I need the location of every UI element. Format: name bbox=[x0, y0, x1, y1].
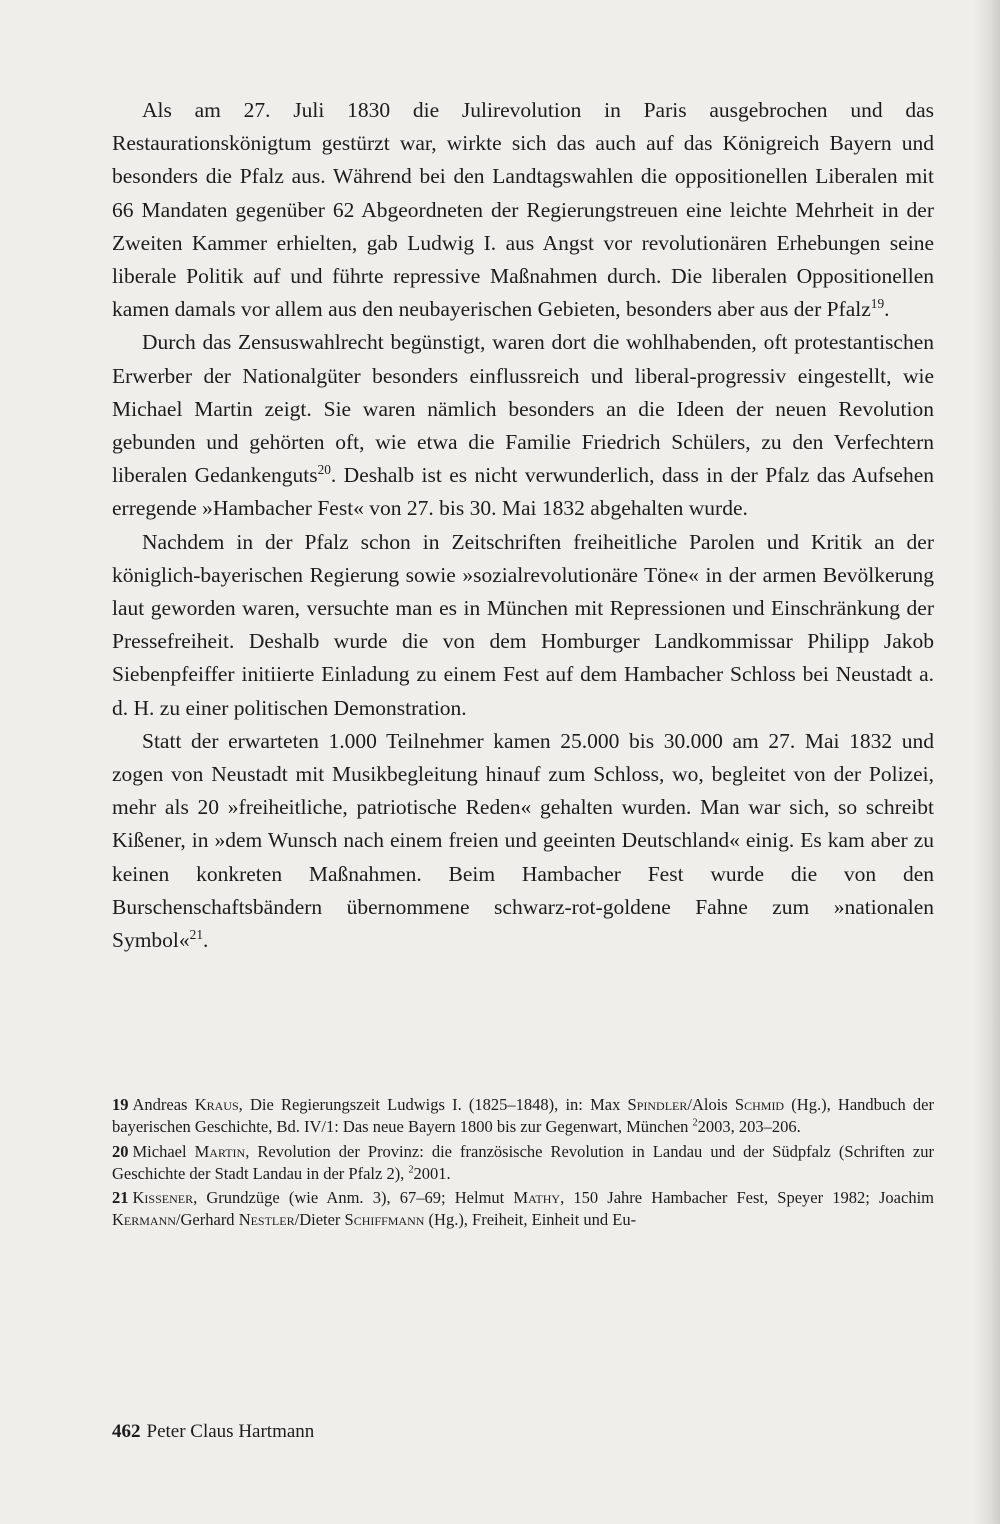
footnote-20: 20 Michael Martin, Revolution der Provinz: die französische Revolution in Landau und der Südpfalz (Schriften zur Geschichte der Stadt Landau in der Pfalz 2), $^2$2001. bbox=[112, 1141, 934, 1183]
running-author: Peter Claus Hartmann bbox=[146, 1421, 315, 1442]
footnotes bbox=[112, 1094, 934, 1234]
page-footer bbox=[112, 1421, 314, 1443]
paragraph-4: Statt der erwarteten 1.000 Teilnehmer kamen 25.000 bis 30.000 am 27. Mai 1832 und zogen von Neustadt mit Musikbegleitung hinauf zum Schloss, wo, begleitet von der Polizei, mehr als 20 »freiheitliche, patriotische Reden« gehalten wurden. Man war sich, so schreibt Kißener, in »dem Wunsch nach einem freien und geeinten Deutschland« einig. Es kam aber zu keinen konkreten Maßnahmen. Beim Hambacher Fest wurde die von den Burschenschaftsbändern übernommene schwarz-rot-goldene Fahne zum »nationalen Symbol«$^{21}$. bbox=[112, 728, 934, 953]
main-text bbox=[112, 94, 934, 957]
paragraph-1: Als am 27. Juli 1830 die Julirevolution in Paris ausgebrochen und das Restaurationskönigtum gestürzt war, wirkte sich das auch auf das Königreich Bayern und besonders die Pfalz aus. Während bei den Landtagswahlen die oppositionellen Liberalen mit 66 Mandaten gegenüber 62 Abgeordneten der Regierungstreuen eine leichte Mehrheit in der Zweiten Kammer erhielten, gab Ludwig I. aus Angst vor revolutionären Erhebungen seine liberale Politik auf und führte repressive Maßnahmen durch. Die liberalen Oppositionellen kamen damals vor allem aus den neubayerischen Gebieten, besonders aber aus der Pfalz$^{19}$. bbox=[112, 98, 934, 322]
page-number: 462 bbox=[112, 1421, 141, 1442]
footnote-ref-21[interactable]: 21 bbox=[189, 926, 203, 942]
footnote-ref-19[interactable]: 19 bbox=[870, 296, 885, 312]
footnote-19: 19 Andreas Kraus, Die Regierungszeit Ludwigs I. (1825–1848), in: Max Spindler/Alois Schmid (Hg.), Handbuch der bayerischen Geschichte, Bd. IV/1: Das neue Bayern 1800 bis zur Gegenwart, München $^2$2003, 203–206. bbox=[112, 1095, 934, 1137]
footnote-ref-20[interactable]: 20 bbox=[317, 462, 331, 478]
page-edge-shadow bbox=[972, 0, 1000, 1524]
paragraph-2: Durch das Zensuswahlrecht begünstigt, waren dort die wohlhabenden, oft protestantischen Erwerber der Nationalgüter besonders einflussreich und liberal-progressiv eingestellt, wie Michael Martin zeigt. Sie waren nämlich besonders an die Ideen der neuen Revolution gebunden und gehörten oft, wie etwa die Familie Friedrich Schülers, zu den Verfechtern liberalen Gedankenguts$^{20}$. Deshalb ist es nicht verwunderlich, dass in der Pfalz das Aufsehen erregende »Hambacher Fest« von 27. bis 30. Mai 1832 abgehalten wurde. bbox=[112, 330, 935, 521]
paragraph-3: Nachdem in der Pfalz schon in Zeitschriften freiheitliche Parolen und Kritik an der königlich-bayerischen Regierung sowie »sozialrevolutionäre Töne« in der armen Bevölkerung laut geworden waren, versuchte man es in München mit Repressionen und Einschränkung der Pressefreiheit. Deshalb wurde die von dem Homburger Landkommissar Philipp Jakob Siebenpfeiffer initiierte Einladung zu einem Fest auf dem Hambacher Schloss bei Neustadt a. d. H. zu einer politischen Demonstration. bbox=[112, 529, 934, 720]
footnote-21: 21 Kissener, Grundzüge (wie Anm. 3), 67–69; Helmut Mathy, 150 Jahre Hambacher Fest, Speyer 1982; Joachim Kermann/Gerhard Nestler/Dieter Schiffmann (Hg.), Freiheit, Einheit und Eu- bbox=[112, 1188, 934, 1230]
